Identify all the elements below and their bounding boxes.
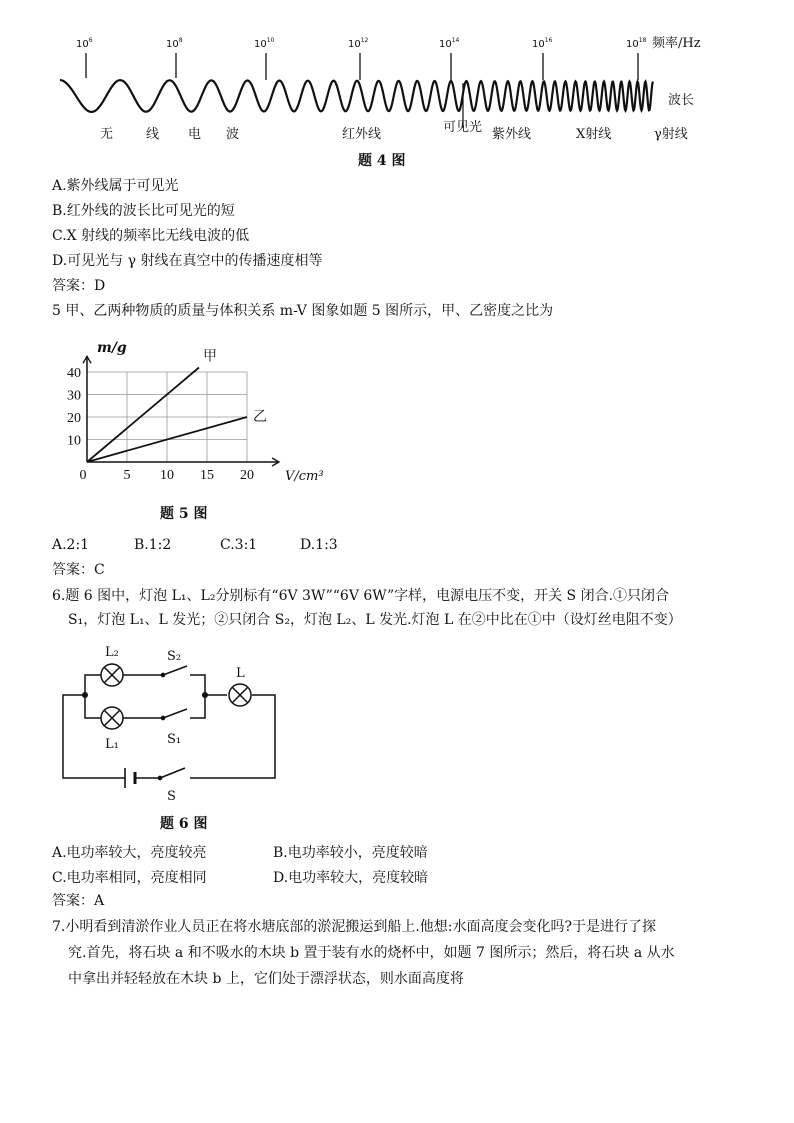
switch-s2: [161, 666, 187, 677]
wave-curve: [60, 80, 653, 112]
q5-option-c: C.3:1: [220, 537, 258, 553]
q4-option-b: B.红外线的波长比可见光的短: [52, 203, 235, 219]
q7-line-1: 7.小明看到清淤作业人员正在将水塘底部的淤泥搬运到船上.他想:水面高度会变化吗?于是进行了探: [52, 919, 657, 935]
y-tick-label-1: 20: [67, 411, 81, 426]
switch-s: [158, 768, 185, 780]
band-label-visible: 可见光: [443, 120, 483, 135]
x-tick-label-3: 15: [200, 468, 214, 483]
q5-option-d: D.1:3: [300, 537, 338, 553]
wavelength-label: 波长: [668, 93, 695, 108]
junction-right: [202, 692, 208, 698]
figure-4-caption: 题 4 图: [358, 153, 406, 169]
band-label-xray: X射线: [576, 127, 612, 142]
chart-grid: [87, 372, 247, 462]
x-tick-label-2: 10: [160, 468, 174, 483]
band-label-radio-1: 无: [100, 127, 114, 142]
y-tick-label-2: 30: [67, 388, 81, 404]
q4-option-c: C.X 射线的频率比无线电波的低: [52, 228, 250, 244]
series-label-2: 乙: [253, 409, 267, 425]
frequency-ticks: [86, 53, 638, 80]
q6-option-a: A.电功率较大，亮度较亮: [52, 845, 207, 861]
label-l1: L₁: [105, 737, 119, 752]
q6-option-d: D.电功率较大，亮度较暗: [273, 870, 429, 886]
lamp-l2: [101, 664, 123, 686]
spectrum-figure: [48, 28, 728, 153]
band-label-gamma: γ射线: [654, 127, 688, 142]
freq-tick-label-6: $10^{16}$: [532, 37, 553, 50]
freq-tick-label-2: $10^8$: [166, 37, 183, 50]
frequency-unit-label: 频率/Hz: [652, 36, 701, 51]
label-l: L: [236, 666, 245, 681]
freq-tick-label-7: $10^{18}$: [626, 37, 647, 50]
label-l2: L₂: [105, 645, 119, 660]
q5-option-b: B.1:2: [134, 537, 172, 553]
y-tick-label-0: 10: [67, 433, 81, 449]
switch-s1: [161, 709, 187, 720]
q6-stem-line-2: S₁，灯泡 L₁、L 发光；②只闭合 S₂，灯泡 L₂、L 发光.灯泡 L 在②中比在①中（设灯丝电阻不变）: [68, 612, 682, 628]
lamp-l: [229, 684, 251, 706]
band-label-radio-2: 线: [146, 127, 160, 142]
label-s1: S₁: [167, 732, 182, 747]
q7-line-2: 究.首先，将石块 a 和不吸水的木块 b 置于装有水的烧杯中，如题 7 图所示；然后，将石块 a 从水: [68, 945, 675, 961]
q4-option-d: D.可见光与 γ 射线在真空中的传播速度相等: [52, 253, 323, 269]
x-tick-label-0: 0: [79, 468, 87, 483]
junction-left: [82, 692, 88, 698]
frequency-tick-labels: [76, 37, 647, 50]
label-s: S: [167, 789, 176, 804]
y-axis-label: m/g: [97, 340, 127, 356]
chart-series: [87, 349, 267, 463]
circuit-diagram: [55, 640, 345, 810]
x-axis-label: V/cm³: [285, 469, 324, 484]
battery: [125, 768, 135, 788]
q4-option-a: A.紫外线属于可见光: [52, 178, 179, 194]
q5-answer: 答案：C: [52, 562, 105, 578]
band-label-infrared: 红外线: [342, 127, 382, 142]
q6-option-b: B.电功率较小，亮度较暗: [273, 845, 428, 861]
q4-answer: 答案：D: [52, 278, 106, 294]
series-label-1: 甲: [203, 348, 217, 365]
q6-option-c: C.电功率相同，亮度相同: [52, 870, 207, 886]
freq-tick-label-5: $10^{14}$: [439, 37, 460, 50]
chart-ticks: [67, 366, 254, 483]
band-label-radio-4: 波: [226, 127, 240, 142]
lamp-l1: [101, 707, 123, 729]
series-line-1: [87, 368, 199, 463]
q6-answer: 答案：A: [52, 893, 105, 909]
band-label-ultraviolet: 紫外线: [492, 127, 532, 142]
q7-line-3: 中拿出并轻轻放在木块 b 上，它们处于漂浮状态，则水面高度将: [68, 971, 464, 987]
figure-6-caption: 题 6 图: [160, 816, 208, 832]
band-label-radio-3: 电: [188, 127, 202, 142]
figure-5-caption: 题 5 图: [160, 506, 208, 522]
x-tick-label-4: 20: [240, 468, 254, 483]
freq-tick-label-3: $10^{10}$: [254, 37, 275, 50]
mass-volume-chart: [55, 335, 345, 495]
label-s2: S₂: [167, 649, 182, 664]
chart-axes: [83, 356, 279, 466]
q5-stem: 5 甲、乙两种物质的质量与体积关系 m-V 图象如题 5 图所示，甲、乙密度之比为: [52, 303, 554, 319]
freq-tick-label-4: $10^{12}$: [348, 37, 369, 50]
q6-stem-line-1: 6.题 6 图中，灯泡 L₁、L₂分别标有“6V 3W”“6V 6W”字样，电源电压不变，开关 S 闭合.①只闭合: [52, 588, 670, 604]
band-labels: [100, 119, 688, 142]
y-tick-label-3: 40: [67, 366, 81, 381]
x-tick-label-1: 5: [123, 468, 131, 483]
freq-tick-label-1: $10^6$: [76, 37, 93, 50]
q5-option-a: A.2:1: [52, 537, 90, 553]
